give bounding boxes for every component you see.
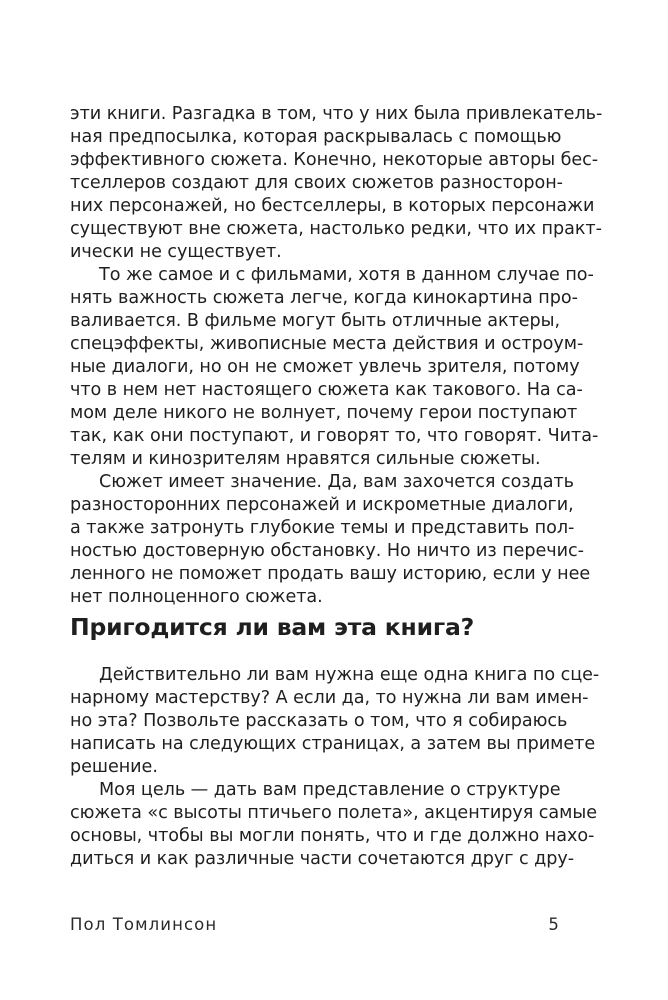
text-line: них персонажей, но бестселлеры, в которых персонажи xyxy=(70,196,595,216)
text-line: эти книги. Разгадка в том, что у них была привлекатель- xyxy=(70,104,603,124)
text-line: основы, чтобы вы могли понять, что и где должно нахо- xyxy=(70,826,595,846)
text-line: эффективного сюжета. Конечно, некоторые авторы бес- xyxy=(70,150,599,170)
text-line: нет полноценного сюжета. xyxy=(70,587,323,607)
text-line: что в нем нет настоящего сюжета как такового. На са- xyxy=(70,380,583,400)
text-line: тселлеров создают для своих сюжетов разносторон- xyxy=(70,173,563,193)
text-line: телям и кинозрителям нравятся сильные сюжеты. xyxy=(70,449,541,469)
text-line: Моя цель — дать вам представление о структуре xyxy=(99,780,561,800)
text-line: спецэффекты, живописные места действия и остроум- xyxy=(70,334,584,354)
text-line: но эта? Позвольте рассказать о том, что я собираюсь xyxy=(70,711,568,731)
text-line: разносторонних персонажей и искрометные диалоги, xyxy=(70,495,574,515)
text-line: сюжета «с высоты птичьего полета», акцентируя самые xyxy=(70,803,597,823)
text-line: То же самое и с фильмами, хотя в данном случае по- xyxy=(99,265,594,285)
text-line: нарному мастерству? А если да, то нужна ли вам имен- xyxy=(70,688,589,708)
section-heading: Пригодится ли вам эта книга? xyxy=(70,613,475,641)
text-line: а также затронуть глубокие темы и представить пол- xyxy=(70,518,575,538)
text-line: нять важность сюжета легче, когда кинокартина про- xyxy=(70,288,578,308)
text-line: ностью достоверную обстановку. Но ничто из перечис- xyxy=(70,541,584,561)
text-line: ленного не поможет продать вашу историю, если у нее xyxy=(70,564,591,584)
text-line: написать на следующих страницах, а затем вы примете xyxy=(70,734,596,754)
text-line: решение. xyxy=(70,757,158,777)
text-line: так, как они поступают, и говорят то, что говорят. Чита- xyxy=(70,426,599,446)
text-line: Действительно ли вам нужна еще одна книга по сце- xyxy=(99,665,600,685)
text-line: Сюжет имеет значение. Да, вам захочется создать xyxy=(99,472,574,492)
text-line: мом деле никого не волнует, почему герои поступают xyxy=(70,403,578,423)
text-line: ные диалоги, но он не сможет увлечь зрителя, потому xyxy=(70,357,580,377)
text-line: существуют вне сюжета, настолько редки, что их практ- xyxy=(70,219,602,239)
text-line: валивается. В фильме могут быть отличные актеры, xyxy=(70,311,561,331)
text-line: ная предпосылка, которая раскрывалась с помощью xyxy=(70,127,562,147)
text-line: ически не существует. xyxy=(70,242,282,262)
text-line: диться и как различные части сочетаются друг с дру- xyxy=(70,849,575,869)
running-footer-author: Пол Томлинсон xyxy=(70,915,218,934)
page-number: 5 xyxy=(548,915,560,934)
